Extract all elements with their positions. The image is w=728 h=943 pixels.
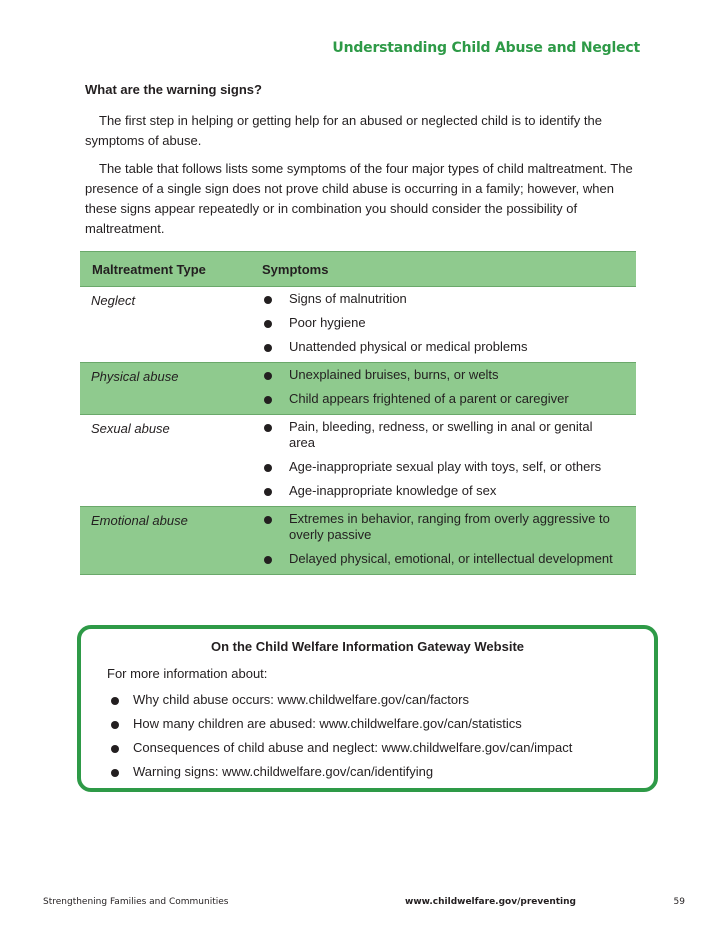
footer-publication-title: Strengthening Families and Communities (43, 897, 229, 907)
gateway-box-title: On the Child Welfare Information Gateway Website (210, 639, 524, 654)
table-row-emotional-abuse (80, 506, 636, 575)
table-row-sexual-abuse (80, 414, 636, 506)
gateway-link-item: Consequences of child abuse and neglect: www.childwelfare.gov/can/impact (107, 740, 572, 756)
symptom-item: Child appears frightened of a parent or caregiver (261, 387, 636, 411)
bullet-icon (264, 516, 272, 524)
symptom-item: Signs of malnutrition (261, 287, 636, 311)
bullet-icon (264, 344, 272, 352)
bullet-icon (264, 372, 272, 380)
maltreatment-type: Neglect (91, 293, 136, 308)
bullet-icon (111, 697, 119, 705)
gateway-link-item: Warning signs: www.childwelfare.gov/can/identifying (107, 764, 572, 780)
symptom-item: Age-inappropriate sexual play with toys, self, or others (261, 455, 636, 479)
symptom-item: Delayed physical, emotional, or intellectual development (261, 547, 636, 571)
gateway-link-list (107, 692, 572, 788)
bullet-icon (111, 745, 119, 753)
symptom-list (261, 287, 636, 362)
bullet-icon (264, 296, 272, 304)
footer-url: www.childwelfare.gov/preventing (405, 897, 576, 907)
symptom-item: Unexplained bruises, burns, or welts (261, 363, 636, 387)
gateway-box-intro: For more information about: (107, 666, 268, 681)
symptom-item: Extremes in behavior, ranging from overly aggressive to overly passive (261, 507, 636, 547)
symptom-item: Pain, bleeding, redness, or swelling in anal or genital area (261, 415, 636, 455)
maltreatment-type: Sexual abuse (91, 421, 170, 436)
symptom-item: Unattended physical or medical problems (261, 335, 636, 359)
intro-paragraph: The first step in helping or getting help for an abused or neglected child is to identify the symptoms of abuse. (85, 113, 602, 148)
bullet-icon (264, 320, 272, 328)
symptom-item: Age-inappropriate knowledge of sex (261, 479, 636, 503)
column-header-symptoms: Symptoms (262, 261, 329, 277)
table-row-physical-abuse (80, 362, 636, 414)
table-row-neglect (80, 286, 636, 362)
running-header-title: Understanding Child Abuse and Neglect (332, 40, 640, 56)
symptom-list (261, 415, 636, 506)
bullet-icon (264, 488, 272, 496)
bullet-icon (264, 396, 272, 404)
column-header-type: Maltreatment Type (92, 261, 206, 277)
maltreatment-type: Physical abuse (91, 369, 179, 384)
gateway-link-item: Why child abuse occurs: www.childwelfare.gov/can/factors (107, 692, 572, 708)
table-header-row (80, 251, 636, 286)
warning-signs-table (80, 251, 636, 575)
gateway-info-box (77, 625, 658, 792)
bullet-icon (111, 721, 119, 729)
bullet-icon (264, 464, 272, 472)
table-intro-paragraph: The table that follows lists some symptoms of the four major types of child maltreatment. The presence of a single sign does not prove child abuse is occurring in a family; however, when these signs appear repeatedly or in combination you should consider the possibility of maltreatment. (85, 161, 633, 236)
bullet-icon (264, 424, 272, 432)
gateway-link-item: How many children are abused: www.childwelfare.gov/can/statistics (107, 716, 572, 732)
bullet-icon (111, 769, 119, 777)
section-heading: What are the warning signs? (85, 82, 262, 97)
symptom-list (261, 507, 636, 574)
page-number: 59 (673, 897, 685, 907)
symptom-list (261, 363, 636, 414)
bullet-icon (264, 556, 272, 564)
symptom-item: Poor hygiene (261, 311, 636, 335)
maltreatment-type: Emotional abuse (91, 513, 188, 528)
